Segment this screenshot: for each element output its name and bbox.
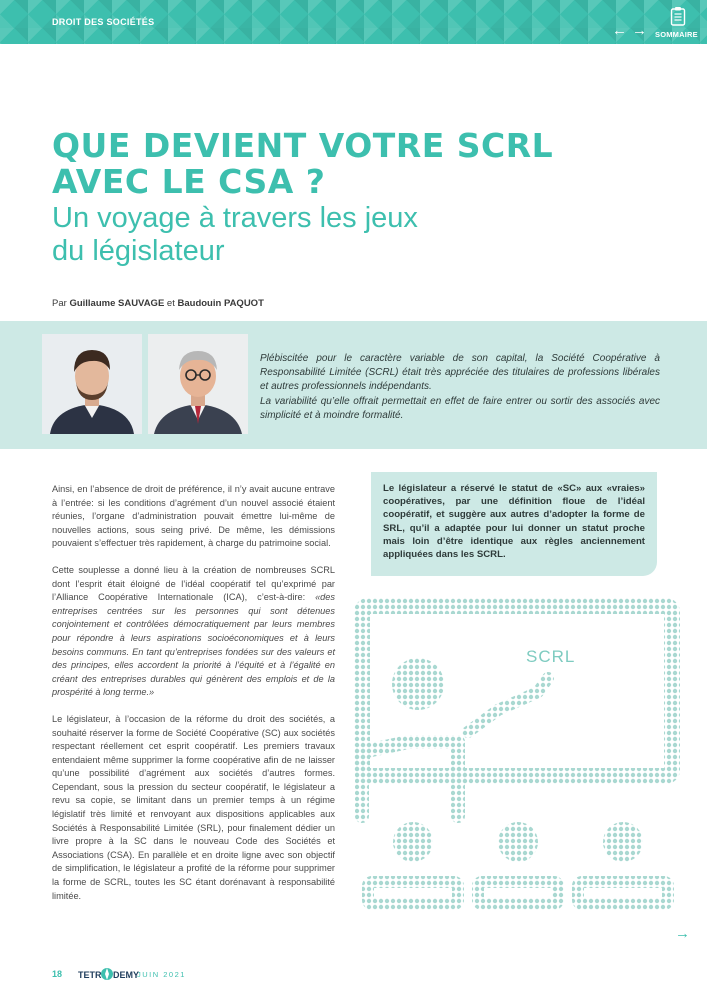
body-paragraph-3: Le législateur, à l’occasion de la réforme du droit des sociétés, a souhaité réserver la forme de Société Coopérative (SC) aux sociétés respectant réellement cet esprit coopératif. Les premiers travaux entendaient même supprimer la forme coopérative afin de ne laisser qu’une possibilité d’agrément aux sociétés d’autres formes. Cependant, sous la pression du secteur coopératif, le législateur a revu sa copie, se limitant dans un premier temps à un régime législatif très limité et renvoyant aux dispositions applicables aux Sociétés à Responsabilité Limitée (SRL), pour finalement dédier un livre propre à la SC dans le nouveau Code des Sociétés et Associations (CSA). En parallèle et en droite ligne avec son objectif de simplification, le législateur a profité de la réforme pour supprimer la forme de SCRL, toutes les SC étant dorénavant à responsabilité limitée. [52, 713, 335, 901]
page-subtitle [52, 202, 552, 268]
byline-conj: et [166, 298, 175, 309]
byline-prefix: Par [52, 298, 67, 309]
arrow-left-icon[interactable]: ← [612, 22, 627, 39]
page-number: 18 [52, 969, 63, 979]
author-2: Baudouin PAQUOT [177, 298, 264, 309]
body-paragraph-2-lead: Cette souplesse a donné lieu à la création de nombreuses SCRL dont l’esprit était éloigné de l’idéal coopératif tel qu’exprimé par l’Alliance Coopérative Internationale (ICA), c’est-à-dire: [52, 564, 335, 603]
crowd-classroom-illustration [348, 592, 682, 917]
subtitle-line-2: du législateur [52, 235, 225, 267]
intro-text [260, 352, 660, 423]
sommaire-link[interactable]: SOMMAIRE [655, 30, 698, 39]
body-paragraph-2 [52, 564, 335, 700]
title-line-2: AVEC LE CSA ? [52, 162, 326, 201]
intro-paragraph-2: La variabilité qu’elle offrait permettait en effet de faire entrer ou sortir des associés avec simplicité et à moindre formalité. [260, 395, 660, 421]
logo-text-2: DEMY [113, 970, 140, 980]
author-1: Guillaume SAUVAGE [69, 298, 165, 309]
byline [52, 298, 264, 309]
tetra-academy-logo [78, 963, 140, 985]
header-band [0, 0, 707, 44]
logo-text-1: TETR [78, 970, 102, 980]
body-column-left [52, 483, 335, 916]
body-paragraph-1: Ainsi, en l’absence de droit de préférence, il n’y avait aucune entrave à l’entrée: si les conditions d’agrément d’un nouvel associé étaient réunies, l’organe d’administration pouvait émettre lui-même de nouvelles actions, sous seing privé. De même, les démissions pouvaient s’effectuer très rapidement, à charge du patrimoine social. [52, 484, 335, 549]
author-1-avatar [42, 334, 142, 434]
continue-arrow-icon[interactable]: → [675, 925, 690, 942]
ica-quote: «des entreprises centrées sur les personnes qui sont détenues conjointement et contrôlées démocratiquement par leurs membres pour répondre à leurs aspirations socioéconomiques et à leurs besoins communs. En tant qu’entreprises fondées sur des valeurs et des principes, elles accordent la priorité à l’équité et à l’égalité en créant des entreprises durables qui génèrent des emplois et de la prospérité à long terme.» [52, 592, 335, 698]
author-2-avatar [148, 334, 248, 434]
board-text: SCRL [526, 647, 576, 666]
arrow-right-icon[interactable]: → [632, 22, 647, 39]
title-line-1: QUE DEVIENT VOTRE SCRL [52, 126, 554, 165]
subtitle-line-1: Un voyage à travers les jeux [52, 202, 418, 234]
clipboard-icon[interactable] [670, 6, 686, 26]
page-title [52, 128, 612, 200]
section-label: DROIT DES SOCIÉTÉS [52, 17, 155, 27]
pull-quote-callout: Le législateur a réservé le statut de «SC» aux «vraies» coopératives, par une définition floue de l’idéal coopératif, et suggère aux autres d’adopter la forme de SRL, qu’il a adaptée pour lui donner un statut proche mais loin d’être identique aux règles anciennement appliquées dans les SCRL. [371, 472, 657, 576]
intro-paragraph-1: Plébiscitée pour le caractère variable de son capital, la Société Coopérative à Responsabilité Limitée (SCRL) était très appréciée des titulaires de professions libérales et autres professionnels indépendants. [260, 353, 660, 393]
issue-date: JUIN 2021 [137, 970, 186, 979]
